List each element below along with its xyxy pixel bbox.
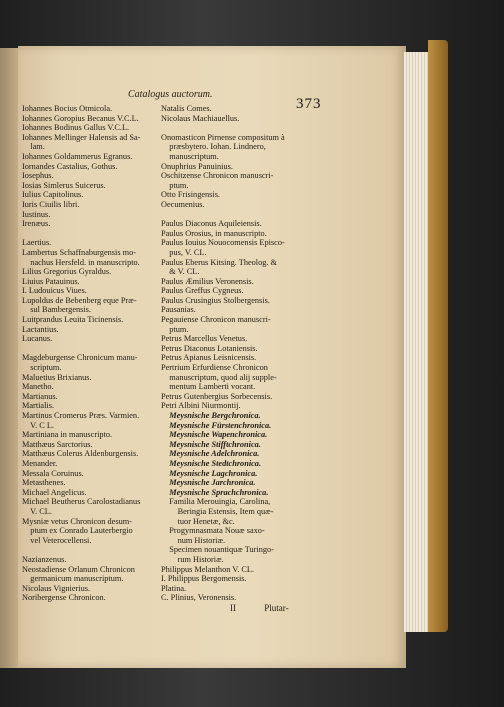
page-number: 373 (296, 96, 322, 112)
catalog-entry: Meysnische Adelchronica. (161, 449, 260, 459)
catalog-entry: nachus Hersfeld. in manuscripto. (22, 257, 140, 267)
entry-gap (22, 545, 162, 555)
catalog-entry: I. Ludouicus Viues. (22, 286, 87, 296)
catalog-entry: rum Historiæ. (161, 554, 224, 564)
catalog-entry: ptum ex Conrado Lauterbergio (22, 526, 133, 536)
entry-gap (22, 229, 162, 239)
catalog-entry: Iulius Capitolinus. (22, 190, 84, 200)
catalog-entry: Menander. (22, 458, 58, 468)
catalog-entry: Paulus Diaconus Aquileiensis. (161, 219, 262, 229)
catalog-entry: C. Plinius, Veronensis. (161, 593, 237, 603)
catalog-entry: Familia Merouingia, Carolina, (161, 497, 271, 507)
catalog-entry: Luitprandus Leuita Ticinensis. (22, 315, 124, 325)
catalog-entry: Iohannes Bodinus Gallus V.C.L. (22, 123, 130, 133)
catalog-entry: Lactantius. (22, 324, 59, 334)
catalog-entry: Platina. (161, 583, 187, 593)
catalog-entry: Iohannes Mellinger Halensis ad Sa- (22, 132, 141, 142)
catalog-entry: Petrus Gutenbergius Sorbecensis. (161, 391, 273, 401)
catalog-entry: Onuphrius Panuinius. (161, 161, 233, 171)
catalog-entry: Magdeburgense Chronicum manu- (22, 353, 138, 363)
catalog-entry: Petri Albini Niurmontij. (161, 401, 241, 411)
page-stack-edges (404, 52, 428, 632)
catalog-entry: Natalis Comes. (161, 104, 212, 113)
catalog-entry: Meysnische Wapenchronica. (161, 430, 268, 440)
catalog-entry: Pertrium Erfurdiense Chronicon (161, 363, 268, 373)
catalog-entry: Onomasticon Pirnense compositum à (161, 132, 285, 142)
catalog-entry: Irenæus. (22, 219, 51, 229)
catalog-entry: Lucanus. (22, 334, 53, 344)
catalog-entry: Martianus. (22, 391, 58, 401)
catalog-entry: Matthæus Sarctorius. (22, 439, 93, 449)
catalog-entry: manuscriptum, quod alij supple- (161, 372, 277, 382)
catalog-entry: sul Bambergensis. (22, 305, 91, 315)
catalog-entry: Noribergense Chronicon. (22, 593, 106, 603)
catalog-entry: ptum. (161, 324, 189, 334)
entry-gap (161, 210, 303, 220)
book-cover-board (428, 40, 448, 632)
catalog-entry: Messala Coruinus. (22, 468, 84, 478)
catalog-entry: Metasthenes. (22, 478, 66, 488)
running-title: Catalogus auctorum. (128, 89, 213, 100)
catalog-entry: Meysnische Stifftchronica. (161, 439, 261, 449)
catalog-entry: V. CL. (22, 506, 52, 516)
catalog-entry: Meysnische Sprachchronica. (161, 487, 269, 497)
catalog-entry: Paulus Crusingius Stolbergensis. (161, 295, 270, 305)
catalog-entry: Progymnasmata Nouæ saxo- (161, 526, 265, 536)
catalog-entry: Paulus Eberus Kitsing. Theolog. & (161, 257, 277, 267)
catalog-entry: num Historiæ. (161, 535, 226, 545)
catalog-entry: Pegauiense Chronicon manuscri- (161, 315, 271, 325)
catalog-entry: Paulus Iouius Nouocomensis Episco- (161, 238, 285, 248)
catalog-entry: Pausanias. (161, 305, 196, 315)
catalog-entry: tuor Henetæ, &c. (161, 516, 235, 526)
catalog-entry: Nicolaus Machiauellus. (161, 113, 240, 123)
catalog-entry: Petrus Apianus Leisnicensis. (161, 353, 257, 363)
catalog-entry: Neostadiense Orlanum Chronicon (22, 564, 135, 574)
catalog-entry: ptum. (161, 180, 189, 190)
signature-mark: II (230, 603, 236, 613)
catalog-entry: Petrus Diaconus Lotaniensis. (161, 343, 258, 353)
catalog-entry: Oecumenius. (161, 199, 205, 209)
catalog-entry: pus, V. CL. (161, 247, 207, 257)
catalog-entry: Mysniæ vetus Chronicon desum- (22, 516, 132, 526)
catalog-entry: Martialis. (22, 401, 55, 411)
catalog-entry: Maluetius Brixianus. (22, 372, 92, 382)
catalog-entry: Nicolaus Vignierius. (22, 583, 91, 593)
catalog-entry: manuscriptum. (161, 151, 219, 161)
catalog-entry: Iustinus. (22, 209, 51, 219)
catalog-entry: Martiniana in manuscripto. (22, 430, 113, 440)
catalog-entry: Paulus Orosius, in manuscripto. (161, 228, 267, 238)
catalog-entry: V. C L. (22, 420, 54, 430)
left-column (22, 104, 162, 603)
catalog-entry: Liuius Patauinus. (22, 276, 80, 286)
page-footer (230, 603, 315, 613)
catalog-entry: Meysnische Bergchronica. (161, 411, 261, 420)
catalog-entry: Iohannes Bocius Otmicola. (22, 104, 113, 113)
catalog-entry: lam. (22, 142, 45, 152)
catalog-entry: Beringia Estensis, Item quæ- (161, 506, 274, 516)
catalog-entry: Paulus Greffus Cygneus. (161, 286, 244, 296)
catalog-entry: Iohannes Goldammerus Egranus. (22, 151, 133, 161)
catalog-entry: Specimen nouantiquæ Turingo- (161, 545, 274, 555)
catalog-entry: Michael Angelicus. (22, 487, 87, 497)
catalog-entry: Lambertus Schaffnaburgensis mo- (22, 247, 136, 257)
catalog-entry: Lilius Gregorius Gyraldus. (22, 267, 112, 277)
catalog-entry: Iohannes Goropius Becanus V.C.L. (22, 113, 139, 123)
catalog-entry: & V. CL. (161, 267, 200, 277)
catalog-entry: Iosephus. (22, 171, 54, 181)
catalog-entry: germanicum manuscriptum. (22, 574, 124, 584)
catalog-entry: Iornandes Castalius, Gothus. (22, 161, 118, 171)
right-column (161, 104, 303, 603)
catalog-entry: I. Philippus Bergomensis. (161, 574, 247, 584)
catalog-entry: scriptum. (22, 363, 62, 373)
catalog-entry: Otto Frisingensis. (161, 190, 221, 200)
catalog-entry: Martinus Cromerus Præs. Varmien. (22, 411, 140, 420)
catalog-entry: Manetho. (22, 382, 54, 392)
entry-gap (161, 123, 303, 133)
catalog-entry: Laertius. (22, 238, 52, 248)
catalog-entry: Matthæus Colerus Aldenburgensis. (22, 449, 139, 459)
catalog-entry: Meysnische Stedtchronica. (161, 458, 262, 468)
catalog-entry: Oschitzense Chronicon manuscri- (161, 171, 274, 181)
catalog-entry: Meysnische Lagchronica. (161, 468, 258, 478)
catalog-entry: Petrus Marcellus Venetus. (161, 334, 248, 344)
catalog-entry: Nazianzenus. (22, 554, 67, 564)
catalog-entry: Lupoldus de Bebenberg eque Præ- (22, 295, 137, 305)
catalog-entry: Michael Beutherus Carolostadianus (22, 497, 141, 507)
entry-gap (22, 344, 162, 354)
catalog-entry: Meysnische Fürstenchronica. (161, 420, 272, 430)
catalog-entry: Meysnische Jarchronica. (161, 478, 256, 488)
catalog-entry: mentum Lamberti vocant. (161, 382, 256, 392)
catalog-entry: Iuris Ciuilis libri. (22, 199, 80, 209)
catalog-entry: præsbytero. Iohan. Lindnero, (161, 142, 266, 152)
catalog-entry: Iosias Simlerus Suicerus. (22, 180, 106, 190)
catchword: Plutar- (264, 603, 289, 613)
catalog-entry: Paulus Æmilius Veronensis. (161, 276, 254, 286)
catalog-entry: Philippus Melanthon V. CL. (161, 564, 255, 574)
catalog-entry: vel Veterocellensi. (22, 535, 92, 545)
